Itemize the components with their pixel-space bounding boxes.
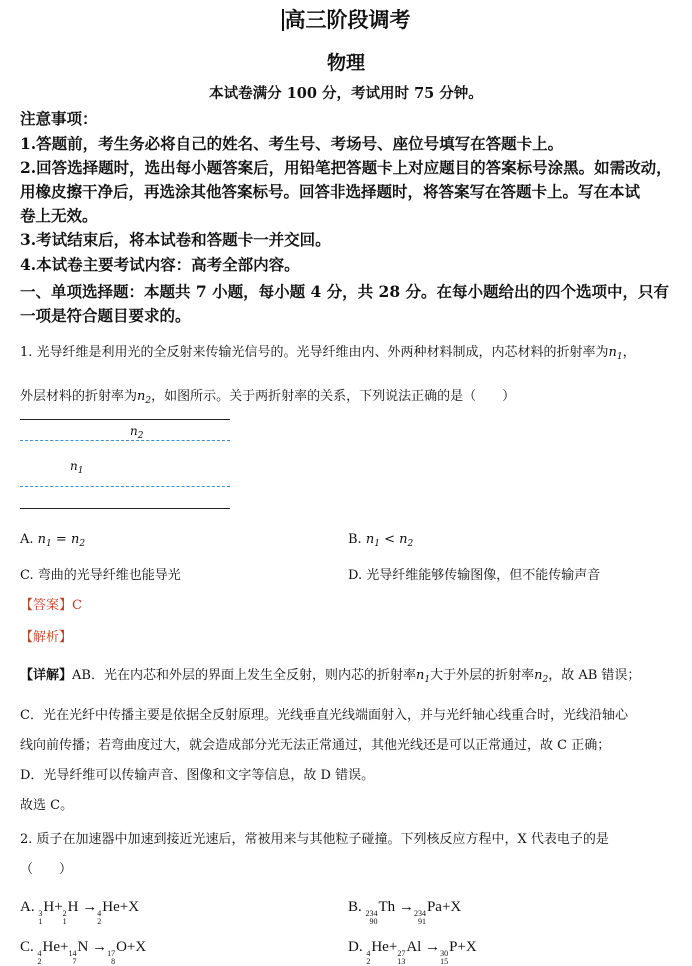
q1-option-a: A. $n_1 = n_2$: [20, 532, 86, 549]
fiber-core-label: $n_1$: [70, 459, 84, 476]
q1-stem-line-2: 外层材料的折射率为$n_2$，如图所示。关于两折射率的关系，下列说法正确的是（ ）: [20, 389, 516, 406]
note-item-2-line-2: 用橡皮擦干净后，再选涂其他答案标号。回答非选择题时，将答案写在答题卡上。写在本试: [20, 182, 641, 201]
q1-answer: 【答案】C: [20, 598, 82, 613]
q2-option-d: D. 4 2 He+ 27 13 Al → 30 15 P+X: [348, 939, 477, 966]
note-item-4: 4.本试卷主要考试内容：高考全部内容。: [20, 255, 300, 274]
fiber-outer-top-edge: [20, 419, 230, 420]
n1-symbol: $n_1$: [608, 345, 623, 362]
exam-subtitle: 本试卷满分 100 分，考试用时 75 分钟。: [209, 85, 483, 102]
text-cursor: [282, 9, 284, 31]
note-item-2-line-1: 2.回答选择题时，选出每小题答案后，用铅笔把答题卡上对应题目的答案标号涂黑。如需改动，: [20, 158, 672, 177]
notes-heading: 注意事项：: [20, 109, 98, 128]
q1-conclusion: 故选 C。: [20, 798, 74, 813]
section-heading-line-2: 一项是符合题目要求的。: [20, 306, 191, 325]
subject-title: 物理: [326, 52, 365, 74]
fiber-outer-label: $n_2$: [130, 424, 144, 441]
fiber-core-bottom-boundary: [20, 486, 230, 487]
note-item-1: 1.答题前，考生务必将自己的姓名、考生号、考场号、座位号填写在答题卡上。: [20, 134, 564, 153]
page-title: [0, 4, 692, 34]
q1-option-d: D. 光导纤维能够传输图像，但不能传输声音: [348, 568, 601, 583]
note-item-2-line-3: 卷上无效。: [20, 206, 98, 225]
q2-option-c: C. 4 2 He+ 14 7 N → 17 8 O+X: [20, 939, 147, 966]
q1-detail-line-2: C．光在光纤中传播主要是依据全反射原理。光线垂直光线端面射入，并与光纤轴心线重合时，光线沿轴心: [20, 708, 628, 723]
fiber-core-top-boundary: [20, 440, 230, 441]
q2-option-a: A. 3 1 H+ 2 1 H → 4 2 He+X: [20, 899, 140, 926]
n2-symbol: $n_2$: [137, 389, 152, 406]
q2-stem-line-1: 2. 质子在加速器中加速到接近光速后，常被用来与其他粒子碰撞。下列核反应方程中，X 代表电子的是: [20, 832, 609, 847]
section-heading-line-1: 一、单项选择题：本题共 7 小题，每小题 4 分，共 28 分。在每小题给出的四个选项中，只有: [20, 282, 670, 301]
exam-title: 高三阶段调考: [284, 7, 411, 32]
q1-analysis-label: 【解析】: [20, 630, 73, 645]
q1-stem-line-1: 1. 光导纤维是利用光的全反射来传输光信号的。光导纤维由内、外两种材料制成，内芯材料的折射率为$n_1$，: [20, 345, 636, 362]
q2-stem-line-2: （ ）: [20, 862, 73, 877]
q1-option-b: B. $n_1 < n_2$: [348, 532, 414, 549]
q1-option-c: C. 弯曲的光导纤维也能导光: [20, 568, 181, 583]
q1-detail-line-3: 线向前传播；若弯曲度过大，就会造成部分光无法正常通过，其他光线还是可以正常通过，故 C 正确；: [20, 738, 611, 753]
fiber-outer-bottom-edge: [20, 508, 230, 509]
note-item-3: 3.考试结束后，将本试卷和答题卡一并交回。: [20, 230, 331, 249]
q1-detail-line-4: D．光导纤维可以传输声音、图像和文字等信息，故 D 错误。: [20, 768, 375, 783]
q2-option-b: B. 234 90 Th → 234 91 Pa+X: [348, 899, 462, 926]
q1-detail-line-1: 【详解】AB．光在内芯和外层的界面上发生全反射，则内芯的折射率$n_1$大于外层的折射率$n_2$，故 AB 错误；: [20, 668, 641, 685]
